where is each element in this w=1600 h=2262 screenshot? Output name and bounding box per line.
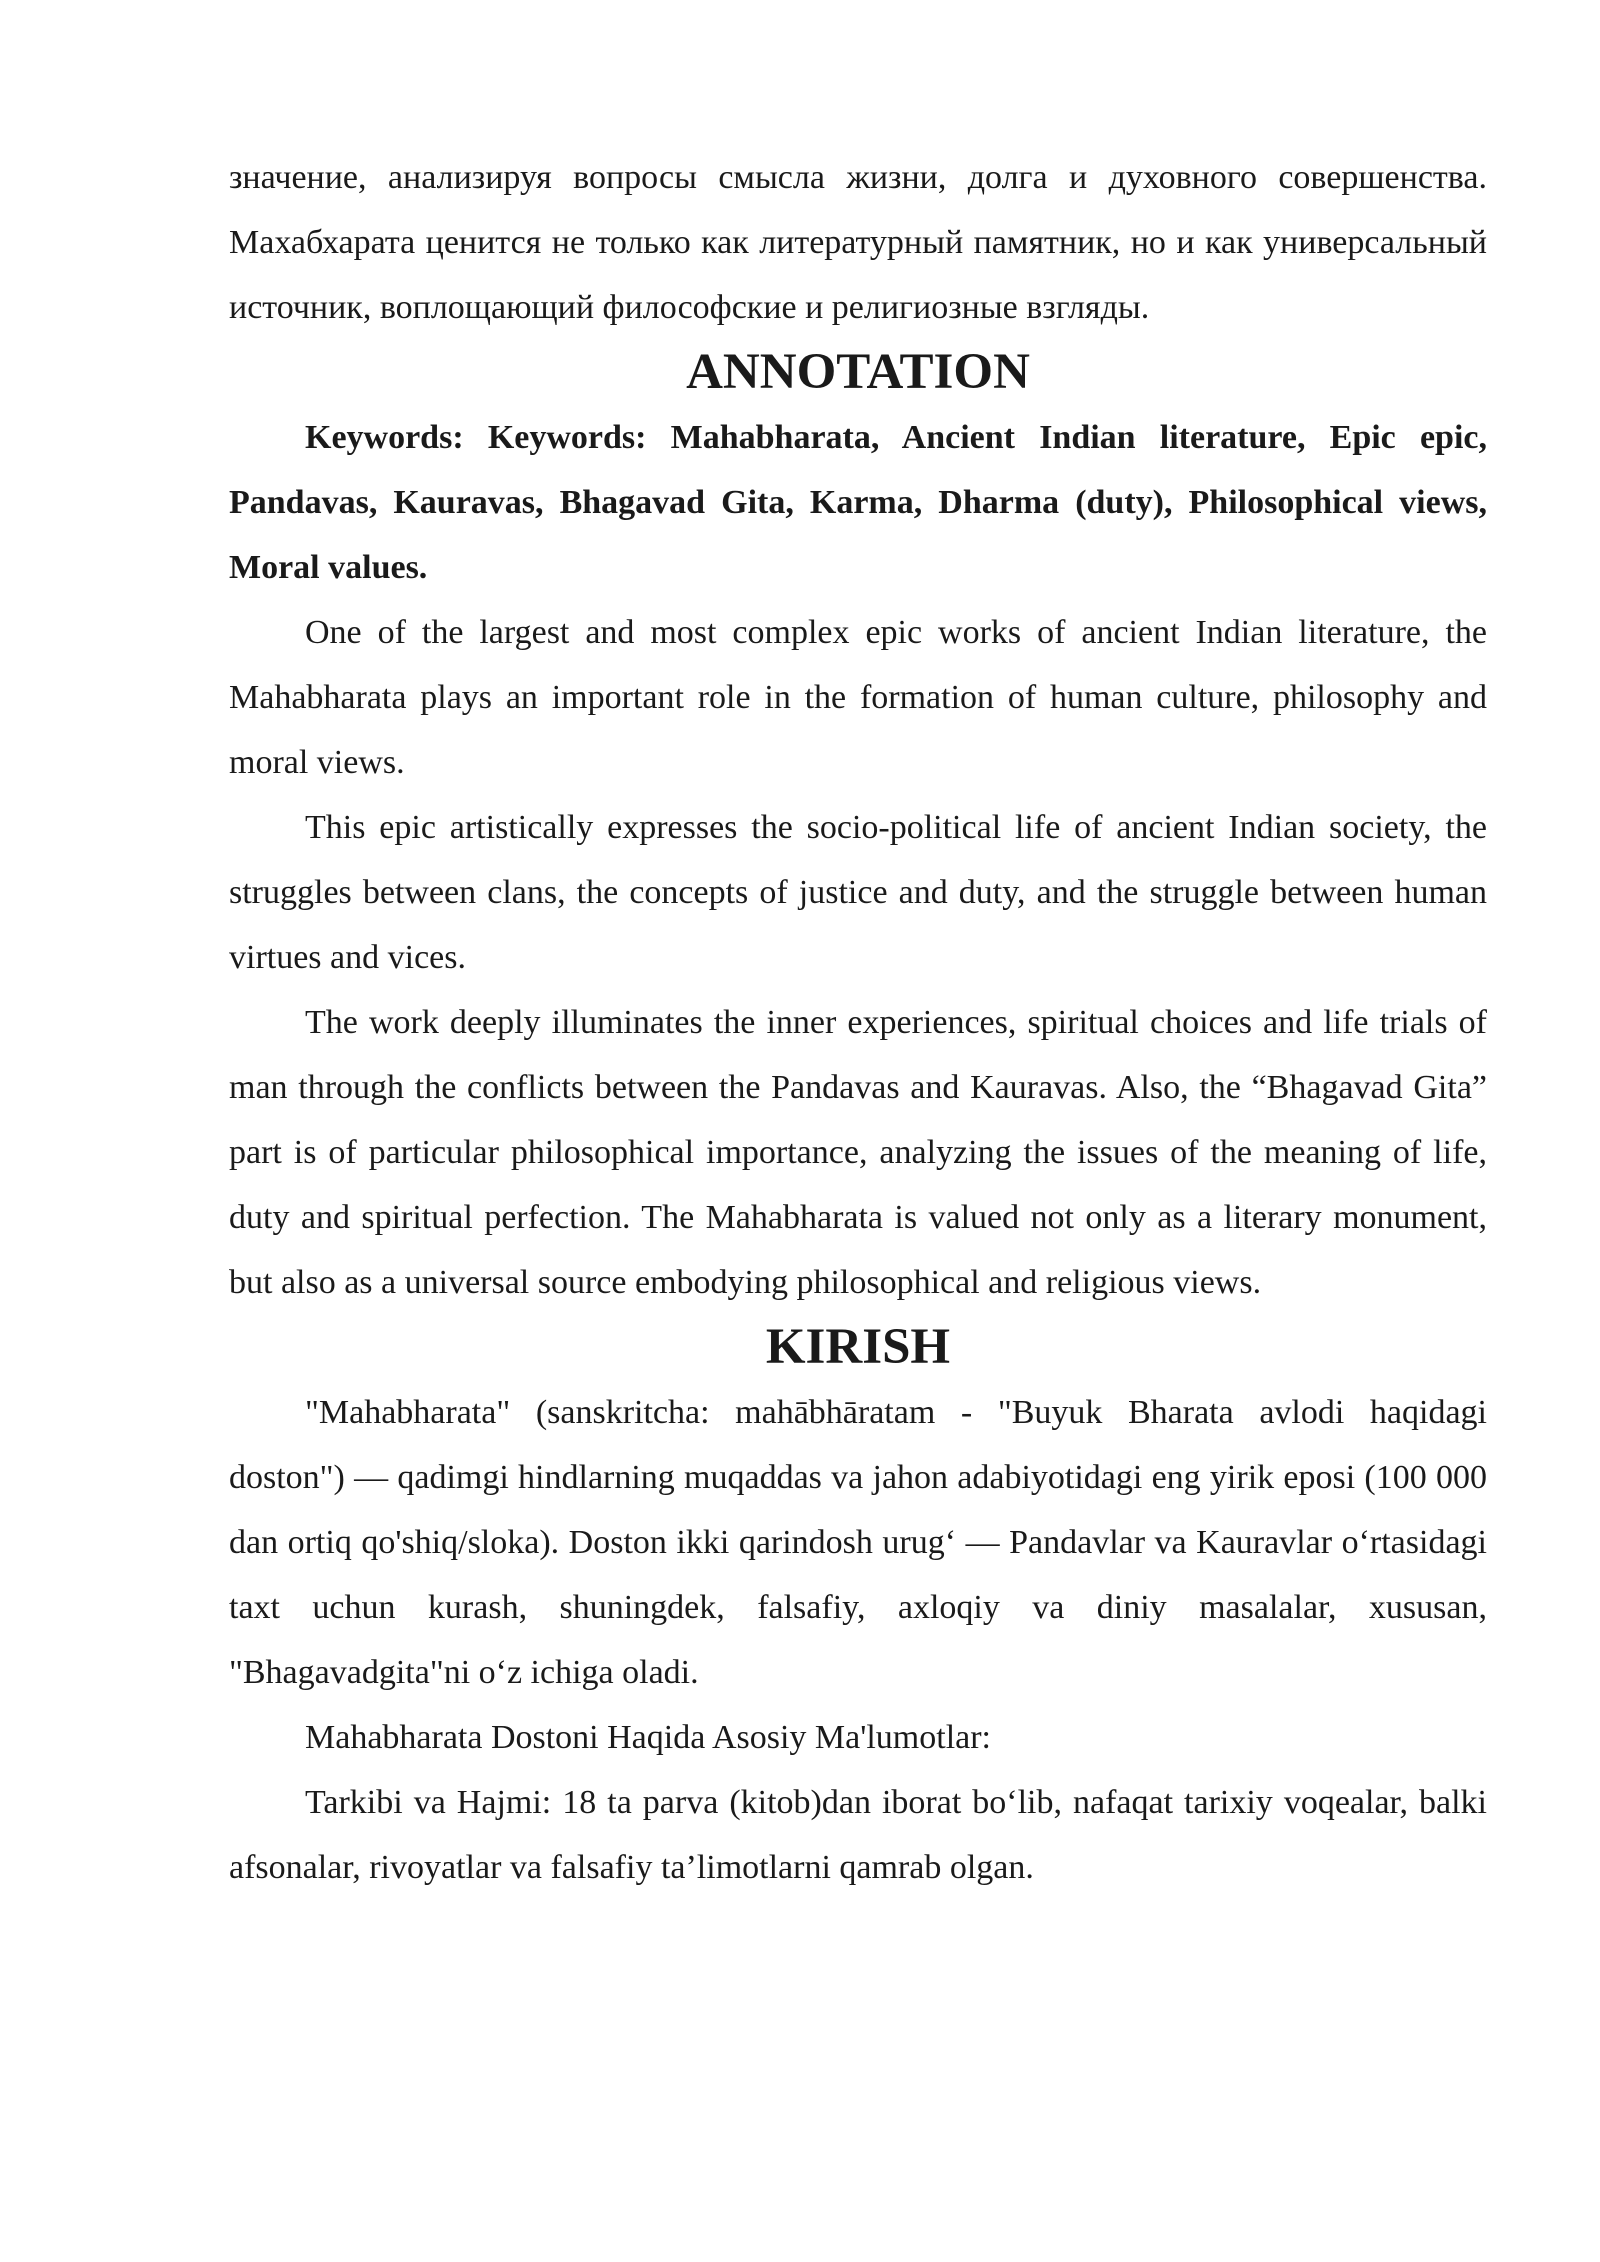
kirish-paragraph-3: Tarkibi va Hajmi: 18 ta parva (kitob)dan iborat bo‘lib, nafaqat tarixiy voqealar, balki afsonalar, rivoyatlar va falsafiy ta’limotlarni qamrab olgan. <box>229 1784 1487 1886</box>
kirish-paragraph-1: "Mahabharata" (sanskritcha: mahābhāratam - "Buyuk Bharata avlodi haqidagi doston") — qadimgi hindlarning muqaddas va jahon adabiyotidagi eng yirik eposi (100 000 dan ortiq qo'shiq/sloka). Doston ikki qarindosh urug‘ — Pandavlar va Kauravlar o‘rtasidagi taxt uchun kurash, shuningdek, falsafiy, axloqiy va diniy masalalar, xususan, "Bhagavadgita"ni o‘z ichiga oladi. <box>229 1394 1487 1691</box>
russian-paragraph-continuation: значение, анализируя вопросы смысла жизни, долга и духовного совершенства. Махабхарата ценится не только как литературный памятник, но и как универсальный источник, воплощающий философские и религиозные взгляды. <box>229 159 1487 326</box>
annotation-paragraph-2: This epic artistically expresses the socio-political life of ancient Indian society, the struggles between clans, the concepts of justice and duty, and the struggle between human virtues and vices. <box>229 809 1487 976</box>
kirish-paragraph-2: Mahabharata Dostoni Haqida Asosiy Ma'lumotlar: <box>305 1719 991 1756</box>
kirish-heading: KIRISH <box>765 1319 951 1375</box>
annotation-paragraph-1: One of the largest and most complex epic works of ancient Indian literature, the Mahabharata plays an important role in the formation of human culture, philosophy and moral views. <box>229 614 1487 781</box>
annotation-paragraph-3: The work deeply illuminates the inner experiences, spiritual choices and life trials of man through the conflicts between the Pandavas and Kauravas. Also, the “Bhagavad Gita” part is of particular philosophical importance, analyzing the issues of the meaning of life, duty and spiritual perfection. The Mahabharata is valued not only as a literary monument, but also as a universal source embodying philosophical and religious views. <box>229 1004 1487 1301</box>
keywords-paragraph: Keywords: Keywords: Mahabharata, Ancient Indian literature, Epic epic, Pandavas, Kauravas, Bhagavad Gita, Karma, Dharma (duty), Philosophical views, Moral values. <box>229 419 1487 586</box>
document-page <box>229 145 1487 1900</box>
annotation-heading: ANNOTATION <box>686 344 1030 400</box>
